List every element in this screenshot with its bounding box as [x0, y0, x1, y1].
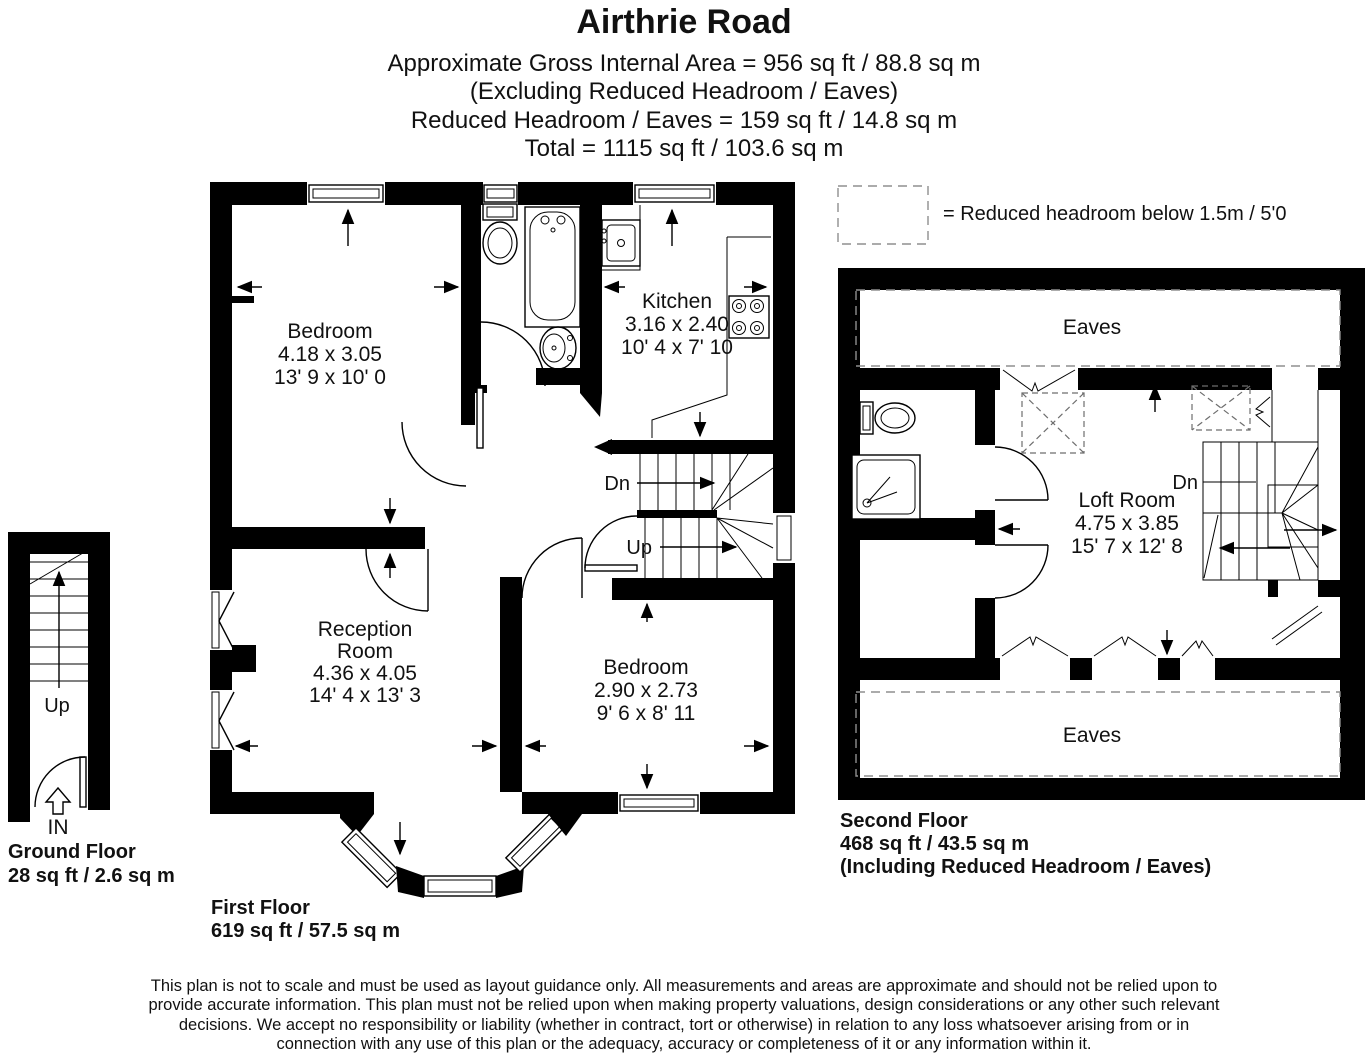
toilet-icon — [483, 204, 517, 264]
alcove-outline — [1272, 390, 1318, 442]
opening-zigzag — [1003, 370, 1075, 391]
disclaimer-line: decisions. We accept no responsibility or liability (whether in contract, tort or otherwise) in relation to any loss whatsoever arising from or in — [178, 1016, 1190, 1034]
total-area-line: Total = 1115 sq ft / 103.6 sq m — [524, 135, 844, 162]
disclaimer-line: This plan is not to scale and must be used as layout guidance only. All measurements and areas are approximate and should not be relied upon to — [150, 977, 1218, 995]
opening-zigzag — [1182, 641, 1213, 656]
disclaimer — [149, 977, 1220, 1053]
room-name: Room — [336, 640, 394, 663]
shower-icon — [852, 455, 920, 519]
opening-zigzag — [1256, 397, 1270, 427]
first-dn-label: Dn — [604, 473, 630, 495]
reduced-headroom-line: Reduced Headroom / Eaves = 159 sq ft / 14.8 sq m — [410, 107, 958, 134]
reception-door — [366, 549, 428, 611]
door-arc — [481, 322, 545, 386]
door-leaf — [1272, 606, 1322, 645]
bedroom1-label — [274, 320, 386, 389]
loft-lower-door — [995, 545, 1048, 598]
second-floor-name: Second Floor — [840, 810, 968, 832]
room-name: Reception — [317, 618, 413, 641]
eaves-area-top — [856, 290, 1340, 366]
eaves-bottom-label: Eaves — [1062, 724, 1122, 747]
room-imperial: 14' 4 x 13' 3 — [309, 684, 421, 707]
first-up-label: Up — [626, 537, 652, 559]
reception-label — [309, 618, 421, 707]
disclaimer-line: provide accurate information. This plan must not be relied upon when making property valuations, design considerations or any other such relevant — [148, 996, 1220, 1014]
room-name: Bedroom — [287, 320, 373, 343]
second-floor-note: (Including Reduced Headroom / Eaves) — [840, 856, 1212, 878]
bedroom2-door — [522, 538, 582, 598]
door-leaf — [585, 565, 637, 571]
door-arc — [995, 447, 1048, 500]
gross-internal-area-line: Approximate Gross Internal Area = 956 sq ft / 88.8 sq m — [387, 50, 981, 77]
door-arc — [366, 549, 428, 611]
disclaimer-line: connection with any use of this plan or the adequacy, accuracy or completeness of it or any information within it. — [276, 1035, 1092, 1053]
room-imperial: 15' 7 x 12' 8 — [1071, 535, 1183, 558]
door-leaf — [80, 757, 86, 807]
first-floor-plan — [210, 182, 795, 942]
ground-floor-plan — [8, 532, 175, 887]
ground-up-label: Up — [44, 695, 70, 717]
room-metric: 4.36 x 4.05 — [313, 662, 417, 685]
opening-zigzag — [1094, 637, 1156, 656]
ground-floor-name: Ground Floor — [8, 841, 136, 863]
in-label: IN — [47, 816, 69, 839]
first-floor-name: First Floor — [211, 897, 310, 919]
wall — [8, 532, 30, 822]
legend-label: = Reduced headroom below 1.5m / 5'0 — [943, 203, 1287, 225]
second-floor-area: 468 sq ft / 43.5 sq m — [840, 833, 1029, 855]
opening-zigzag — [1002, 637, 1068, 656]
second-floor-plan — [838, 268, 1365, 878]
bathroom-door — [477, 322, 545, 448]
room-metric: 4.18 x 3.05 — [278, 343, 382, 366]
header — [388, 3, 981, 162]
room-metric: 3.16 x 2.40 — [625, 313, 729, 336]
room-metric: 4.75 x 3.85 — [1075, 512, 1179, 535]
room-name: Kitchen — [641, 290, 713, 313]
excluding-line: (Excluding Reduced Headroom / Eaves) — [469, 78, 899, 105]
sink-icon — [602, 220, 640, 266]
staircase — [594, 439, 773, 578]
bedroom2-label — [594, 656, 698, 725]
basin-icon — [540, 327, 576, 369]
staircase — [30, 550, 88, 688]
toilet-icon — [860, 402, 915, 434]
loft-room-label — [1071, 489, 1183, 558]
eaves-area-bottom — [856, 692, 1340, 776]
eaves-top-label: Eaves — [1062, 316, 1122, 339]
staircase — [1203, 442, 1336, 580]
kitchen-label — [621, 290, 733, 359]
skylight-icon — [1022, 386, 1250, 453]
wall — [88, 532, 110, 810]
door-arc — [522, 538, 582, 598]
bedroom1-door-arc — [402, 422, 466, 486]
room-name: Loft Room — [1078, 489, 1176, 512]
first-floor-area: 619 sq ft / 57.5 sq m — [211, 920, 400, 942]
room-imperial: 10' 4 x 7' 10 — [621, 336, 733, 359]
legend — [838, 186, 1286, 244]
entrance-in-arrow-icon — [46, 788, 70, 814]
room-imperial: 13' 9 x 10' 0 — [274, 366, 386, 389]
second-dn-label: Dn — [1172, 472, 1198, 494]
room-metric: 2.90 x 2.73 — [594, 679, 698, 702]
room-name: Bedroom — [603, 656, 689, 679]
hob-icon — [729, 296, 769, 338]
room-imperial: 9' 6 x 8' 11 — [596, 702, 696, 725]
loft-upper-door — [995, 447, 1048, 500]
ground-floor-area: 28 sq ft / 2.6 sq m — [8, 865, 175, 887]
reduced-headroom-swatch — [838, 186, 928, 244]
door-leaf — [477, 388, 483, 448]
door-arc — [995, 545, 1048, 598]
bath-icon — [525, 207, 580, 327]
page-title: Airthrie Road — [576, 3, 792, 41]
